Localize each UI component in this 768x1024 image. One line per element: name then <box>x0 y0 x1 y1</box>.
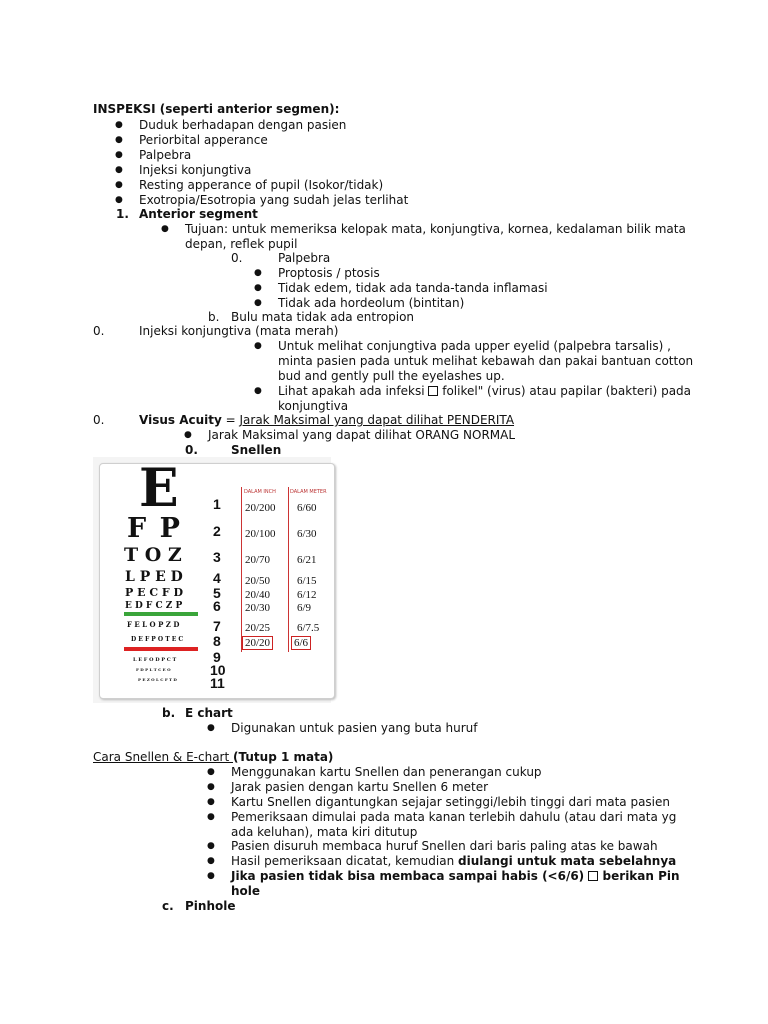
list-item: ● Periorbital apperance <box>139 133 268 148</box>
list-item: ● Duduk berhadapan dengan pasien <box>139 118 346 133</box>
chart-meter-value: 6/60 <box>297 502 317 514</box>
list-item-text: Lihat apakah ada infeksi <box>278 384 425 398</box>
sub-item-palpebra: Palpebra <box>278 251 331 265</box>
list-item-bold: diulangi untuk mata sebelahnya <box>458 854 677 868</box>
chart-column-header: DALAM INCH <box>244 489 276 495</box>
chart-row-number: 10 <box>210 662 226 678</box>
chart-meter-value: 6/15 <box>297 575 317 587</box>
list-item-text: folikel" (virus) atau papilar (bakteri) pada <box>442 384 692 398</box>
list-item: ● Proptosis / ptosis <box>278 266 380 281</box>
chart-letters-row: E D F C Z P <box>125 601 183 611</box>
chart-letters-row: L P E D <box>125 569 183 585</box>
list-item: ● Injeksi konjungtiva <box>139 163 251 178</box>
chart-column-header: DALAM METER <box>290 489 327 495</box>
list-item: ● Pemeriksaan dimulai pada mata kanan terlebih dahulu (atau dari mata yg <box>231 810 676 825</box>
list-letter: b. <box>208 310 220 324</box>
chart-row-number: 11 <box>210 675 225 691</box>
section-heading-inspeksi: INSPEKSI (seperti anterior segmen): <box>93 102 340 116</box>
chart-letters-row: P E C F D <box>125 586 184 599</box>
chart-row-number: 9 <box>213 649 221 665</box>
chart-meter-value: 6/21 <box>297 554 317 566</box>
chart-row-number: 7 <box>213 618 221 634</box>
list-item: ● Digunakan untuk pasien yang buta huruf <box>231 721 477 736</box>
chart-feet-value: 20/25 <box>245 622 271 634</box>
heading-underlined: Cara Snellen & E-chart <box>93 750 234 764</box>
chart-row-number: 2 <box>213 523 221 539</box>
chart-meter-value: 6/7.5 <box>297 622 320 634</box>
chart-feet-value: 20/200 <box>245 502 276 514</box>
chart-letters-row: E <box>139 458 179 519</box>
subheading-e-chart: E chart <box>185 706 233 720</box>
list-item-continuation: minta pasien pada untuk melihat kebawah dan pakai bantuan cotton <box>278 354 694 368</box>
list-item: ● Tidak edem, tidak ada tanda-tanda inflamasi <box>278 281 548 296</box>
square-bullet-icon <box>428 386 438 396</box>
subheading-anterior-segment: Anterior segment <box>139 207 258 221</box>
list-letter: b. <box>162 706 176 720</box>
list-letter: c. <box>162 899 174 913</box>
chart-letters-row: F D P L T C E O <box>136 667 171 672</box>
green-line-marker <box>124 612 198 616</box>
list-number: 0. <box>93 324 105 338</box>
chart-row-number: 6 <box>213 598 221 614</box>
list-item-text: Jika pasien tidak bisa membaca sampai habis (<6/6) <box>231 869 585 883</box>
chart-meter-value: 6/30 <box>297 528 317 540</box>
list-item: ● Untuk melihat conjungtiva pada upper eyelid (palpebra tarsalis) , <box>278 339 671 354</box>
chart-feet-value: 20/70 <box>245 554 271 566</box>
subheading-injeksi: Injeksi konjungtiva (mata merah) <box>139 324 339 338</box>
list-number: 1. <box>116 207 129 221</box>
list-item-continuation: bud and gently pull the eyelashes up. <box>278 369 505 383</box>
chart-letters-row: P E Z O L C F T D <box>138 677 177 682</box>
section-heading-cara <box>93 750 333 765</box>
list-item: ● Kartu Snellen digantungkan sejajar setinggi/lebih tinggi dari mata pasien <box>231 795 670 810</box>
list-item: ● Jarak pasien dengan kartu Snellen 6 meter <box>231 780 488 795</box>
chart-feet-value: 20/20 <box>242 636 273 650</box>
subheading-snellen: Snellen <box>231 443 282 457</box>
chart-meter-value-highlight <box>291 636 311 651</box>
list-item: ● Exotropia/Esotropia yang sudah jelas terlihat <box>139 193 408 208</box>
visus-label: Visus Acuity <box>139 413 222 427</box>
list-item-text: Hasil pemeriksaan dicatat, kemudian <box>231 854 458 868</box>
chart-feet-value: 20/40 <box>245 589 271 601</box>
list-number: 0. <box>93 413 105 427</box>
list-item-continuation: depan, reflek pupil <box>185 237 298 251</box>
list-item <box>231 854 676 869</box>
list-item: ● Resting apperance of pupil (Isokor/tidak) <box>139 178 383 193</box>
chart-letters-row: T O Z <box>124 544 182 566</box>
subheading-pinhole: Pinhole <box>185 899 236 913</box>
list-item-continuation: ada keluhan), mata kiri ditutup <box>231 825 418 839</box>
chart-letters-row: F E L O P Z D <box>127 620 180 629</box>
list-item: ● Jarak Maksimal yang dapat dilihat ORANG NORMAL <box>208 428 515 443</box>
chart-feet-value: 20/30 <box>245 602 271 614</box>
chart-feet-value: 20/100 <box>245 528 276 540</box>
chart-divider-line <box>241 487 242 652</box>
chart-letters-row: D E F P O T E C <box>131 636 184 643</box>
subheading-visus <box>139 413 514 428</box>
list-item: ● Menggunakan kartu Snellen dan penerangan cukup <box>231 765 542 780</box>
chart-row-number: 5 <box>213 585 221 601</box>
list-item-text: berikan Pin <box>602 869 680 883</box>
chart-meter-value: 6/9 <box>297 602 312 614</box>
chart-row-number: 1 <box>213 496 221 512</box>
chart-row-number: 8 <box>213 633 221 649</box>
chart-meter-value: 6/6 <box>291 636 311 650</box>
visus-definition: Jarak Maksimal yang dapat dilihat PENDERITA <box>239 413 515 427</box>
list-item: ● Palpebra <box>139 148 191 163</box>
list-item-continuation: hole <box>231 884 261 898</box>
list-item-continuation: konjungtiva <box>278 399 349 413</box>
heading-bold: (Tutup 1 mata) <box>233 750 334 764</box>
equals-sign: = <box>221 413 240 427</box>
list-number: 0. <box>231 251 243 265</box>
list-item: ● Pasien disuruh membaca huruf Snellen dari baris paling atas ke bawah <box>231 839 658 854</box>
chart-row-number: 4 <box>213 570 221 586</box>
chart-row-number: 3 <box>213 549 221 565</box>
list-item <box>231 869 680 884</box>
square-bullet-icon <box>588 871 598 881</box>
chart-letters-row: F P <box>127 513 182 544</box>
chart-letters-row: L E F O D P C T <box>133 657 177 663</box>
list-item <box>278 384 691 399</box>
red-line-marker <box>124 647 198 651</box>
sub-item-bulu-mata: Bulu mata tidak ada entropion <box>231 310 415 324</box>
chart-divider-line <box>288 487 289 652</box>
chart-feet-value-highlight <box>242 636 273 651</box>
list-number: 0. <box>185 443 198 457</box>
chart-feet-value: 20/50 <box>245 575 271 587</box>
list-item: ● Tujuan: untuk memeriksa kelopak mata, konjungtiva, kornea, kedalaman bilik mata <box>185 222 686 237</box>
list-item: ● Tidak ada hordeolum (bintitan) <box>278 296 464 311</box>
chart-meter-value: 6/12 <box>297 589 317 601</box>
